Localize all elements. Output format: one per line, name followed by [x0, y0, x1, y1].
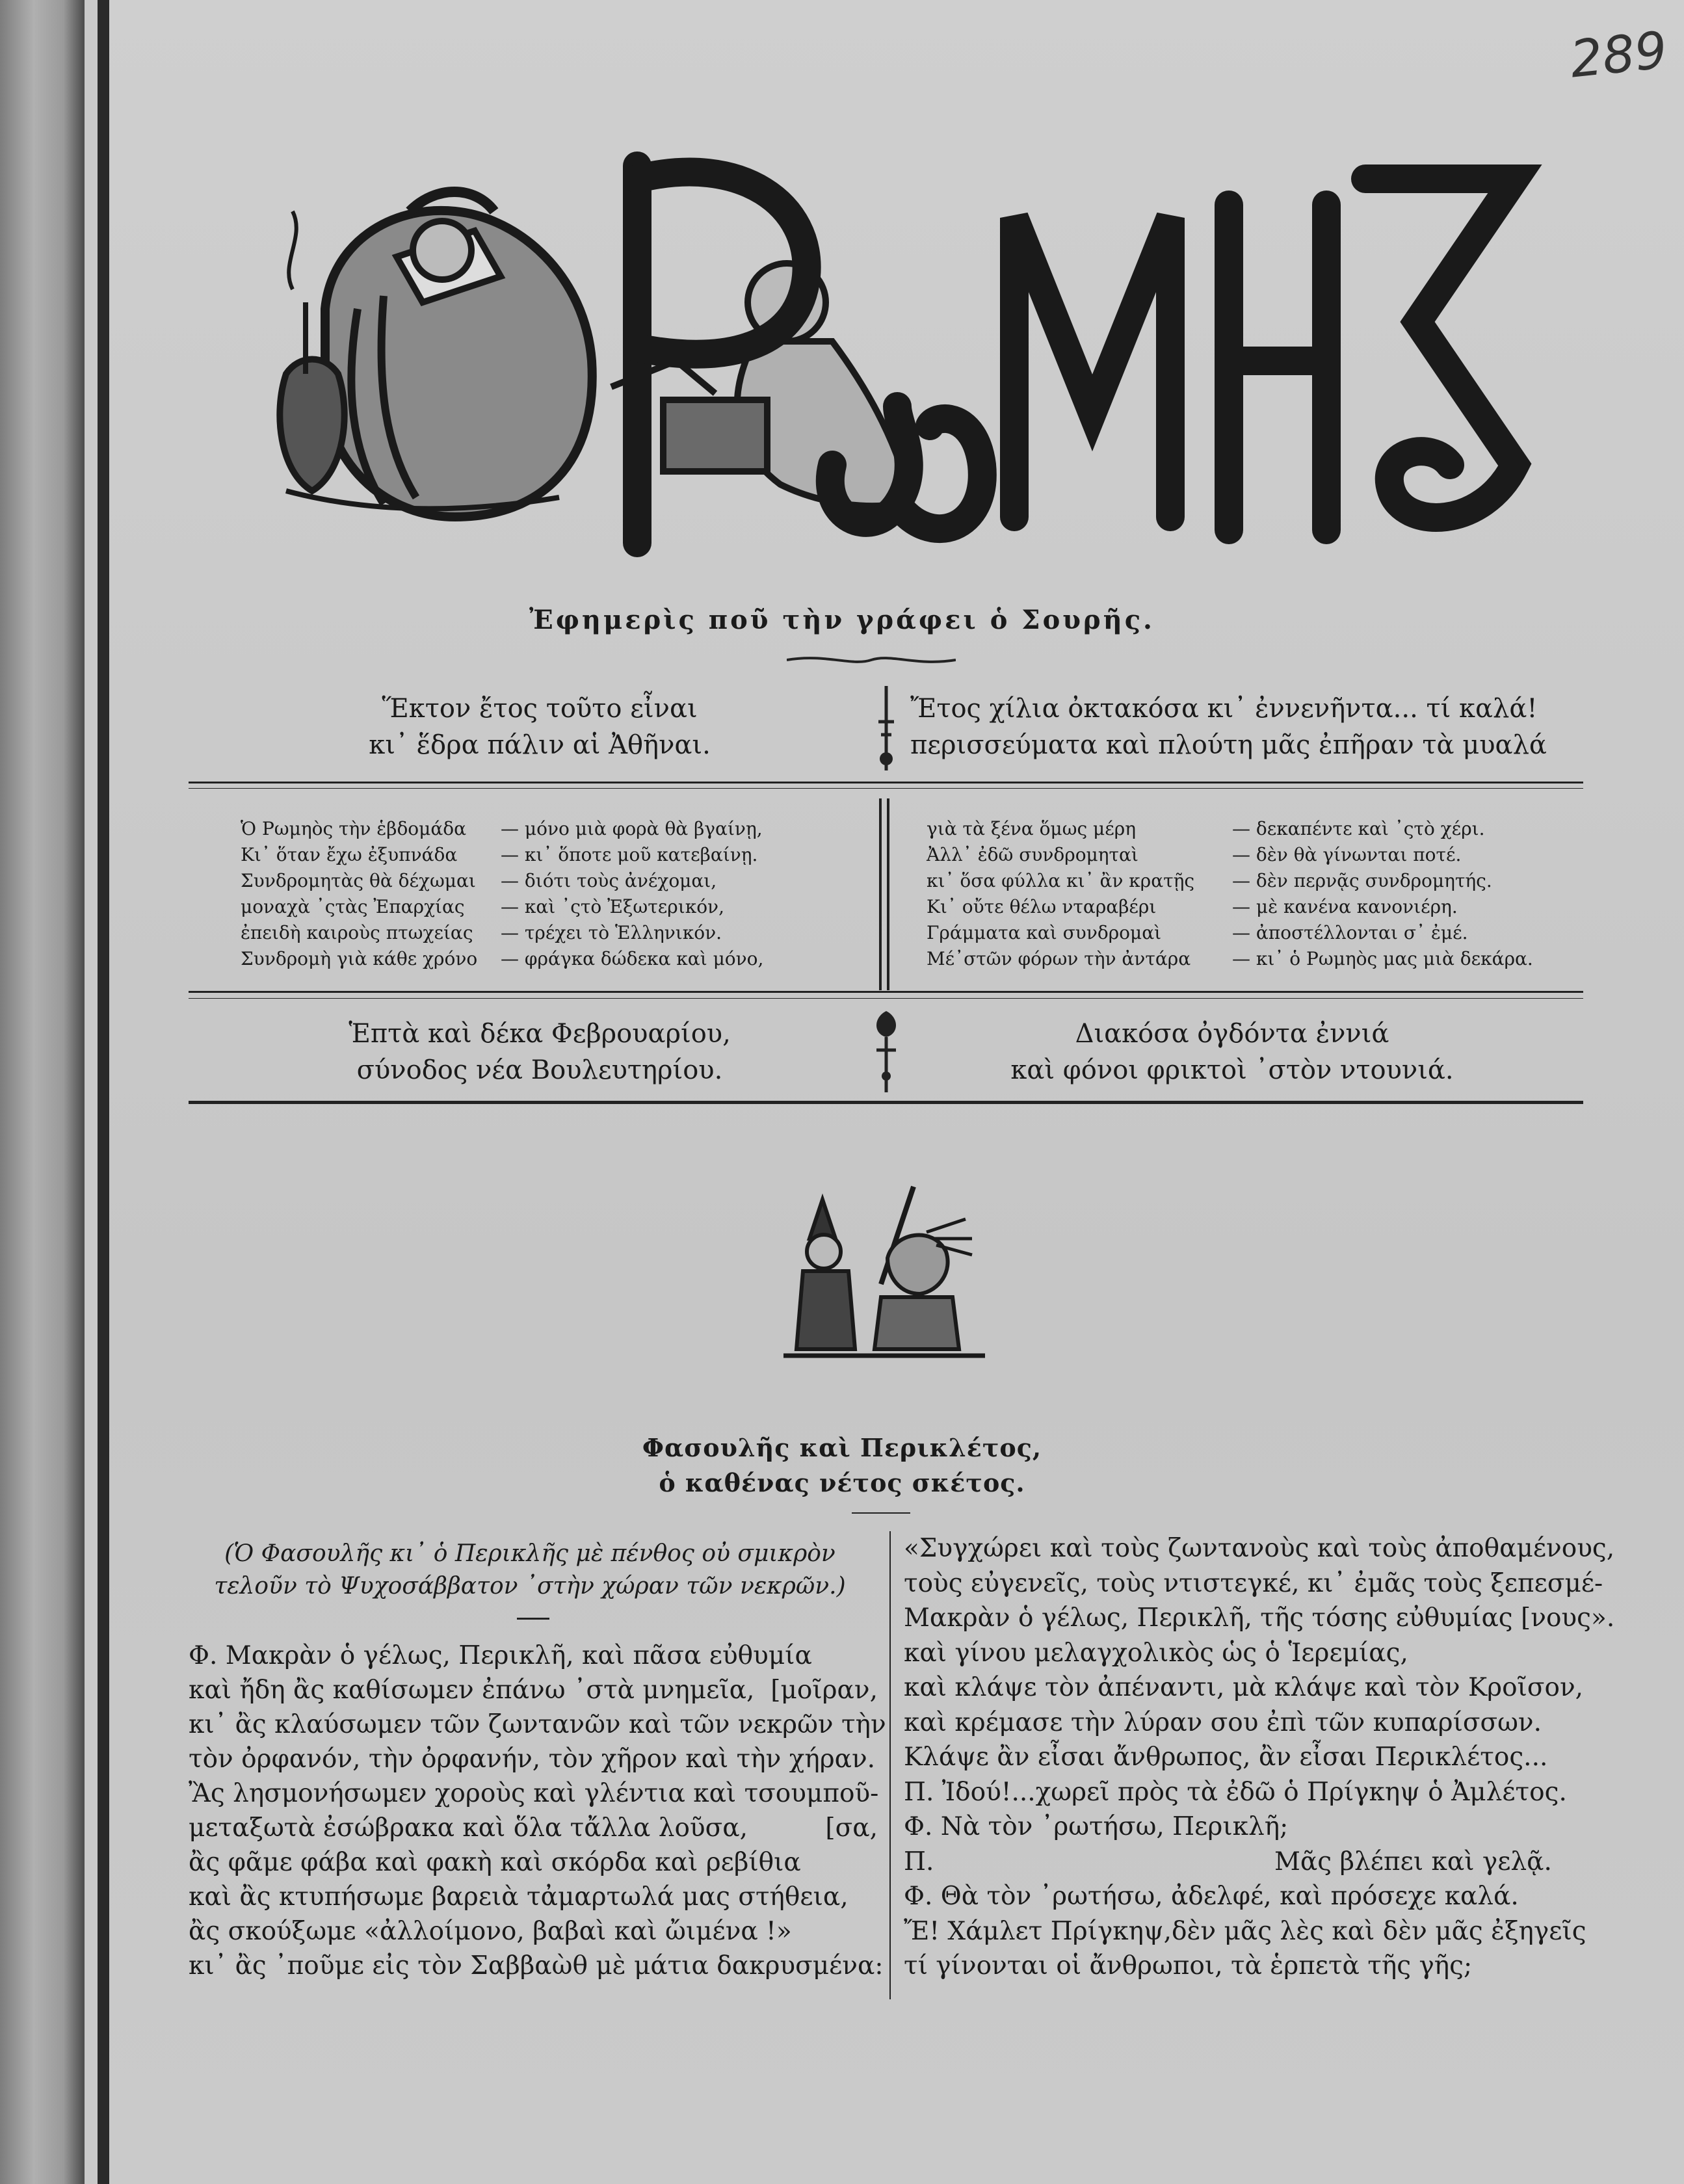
header-top-left	[280, 691, 800, 763]
stage-direction	[189, 1538, 871, 1603]
header-line: Ἑπτὰ καὶ δέκα Φεβρουαρίου,	[349, 1019, 731, 1049]
rule	[189, 991, 1583, 993]
verse-line: τὸν ὀρφανόν, τὴν ὀρφανήν, τὸν χῆρον καὶ τὴν χήραν.	[189, 1744, 876, 1774]
header-line: σύνοδος νέα Βουλευτηρίου.	[356, 1055, 723, 1085]
header-line: περισσεύματα καὶ πλούτη μᾶς ἐπῆραν τὰ μυαλά	[910, 730, 1547, 760]
verse-line: Μακρὰν ὁ γέλως, Περικλῆ, τῆς τόσης εὐθυμίας [νους».	[904, 1603, 1615, 1633]
verse-line: τί γίνονται οἱ ἄνθρωποι, τὰ ἑρπετὰ τῆς γῆς;	[904, 1951, 1473, 1980]
fleuron-ornament-icon	[867, 1005, 906, 1096]
subscription-row: Συνδρομητὰς θὰ δέχωμαι — διότι τοὺς ἀνέχομαι,	[241, 870, 717, 891]
verse-line: τοὺς εὐγενεῖς, τοὺς ντιστεγκέ, κι᾽ ἐμᾶς τοὺς ξεπεσμέ-	[904, 1568, 1603, 1598]
jester-vignette-icon	[783, 1180, 985, 1375]
article-title-line: Φασουλῆς καὶ Περικλέτος,	[642, 1433, 1042, 1462]
rule	[189, 782, 1583, 783]
verse-line: καὶ ἤδη ἂς καθίσωμεν ἐπάνω ᾽στὰ μνημεῖα, [μοῖραν,	[189, 1676, 878, 1705]
subscription-row: Ὁ Ρωμηὸς τὴν ἑβδομάδα — μόνο μιὰ φορὰ θὰ βγαίνῃ,	[241, 818, 763, 839]
subscription-row: Κι᾽ οὔτε θέλω νταραβέρι — μὲ κανένα κανονιέρη.	[927, 896, 1458, 917]
subscription-row: ἐπειδὴ καιροὺς πτωχείας — τρέχει τὸ Ἑλληνικόν.	[241, 922, 722, 943]
header-top-right	[910, 691, 1586, 763]
column-divider	[879, 798, 882, 990]
verse-line: Φ. Μακρὰν ὁ γέλως, Περικλῆ, καὶ πᾶσα εὐθυμία	[189, 1641, 812, 1670]
column-divider	[889, 1531, 891, 1999]
rule	[189, 998, 1583, 999]
subscription-row: Συνδρομὴ γιὰ κάθε χρόνο — φράγκα δώδεκα καὶ μόνο,	[241, 948, 764, 969]
verse-line: Ἂς λησμονήσωμεν χοροὺς καὶ γλέντια καὶ τσουμποῦ-	[189, 1779, 879, 1808]
verse-line: καὶ ἂς κτυπήσωμε βαρειὰ τἀμαρτωλά μας στήθεια,	[189, 1882, 849, 1912]
header-line: Ἔτος χίλια ὀκτακόσα κι᾽ ἐννενῆντα... τί καλά!	[910, 694, 1538, 724]
stage-direction-line: (Ὁ Φασουλῆς κι᾽ ὁ Περικλῆς μὲ πένθος οὐ σμικρὸν	[224, 1540, 835, 1567]
verse-line: ἂς σκούξωμε «ἀλλοίμονο, βαβαὶ καὶ ὤιμένα !»	[189, 1917, 792, 1946]
subscription-row: Ἀλλ᾽ ἐδῶ συνδρομηταὶ — δὲν θὰ γίνωνται ποτέ.	[927, 844, 1462, 865]
verse-line: Ἔ! Χάμλετ Πρίγκηψ,δὲν μᾶς λὲς καὶ δὲν μᾶς ἐξηγεῖς	[904, 1916, 1586, 1946]
subscription-row: Γράμματα καὶ συνδρομαὶ — ἀποστέλλονται σ᾽ ἐμέ.	[927, 922, 1468, 943]
stage-direction-line: τελοῦν τὸ Ψυχοσάββατον ᾽στὴν χώραν τῶν νεκρῶν.)	[214, 1573, 846, 1599]
subscription-left	[241, 816, 800, 972]
ornament-rule-icon	[787, 650, 956, 670]
verse-line: Φ. Νὰ τὸν ᾽ρωτήσω, Περικλῆ;	[904, 1812, 1289, 1841]
header-line: Ἕκτον ἔτος τοῦτο εἶναι	[382, 694, 698, 724]
masthead	[247, 127, 1554, 582]
book-binding	[0, 0, 85, 2184]
header-line: καὶ φόνοι φρικτοὶ ᾽στὸν ντουνιά.	[1010, 1055, 1454, 1085]
subscription-row: μοναχὰ ᾽ςτὰς Ἐπαρχίας — καὶ ᾽ςτὸ Ἐξωτερικόν,	[241, 896, 724, 917]
verse-line: Κλάψε ἂν εἶσαι ἄνθρωπος, ἂν εἶσαι Περικλέτος...	[904, 1743, 1548, 1772]
verse-line: κι᾽ ἂς ᾽ποῦμε εἰς τὸν Σαββαὼθ μὲ μάτια δακρυσμένα:	[189, 1951, 884, 1980]
binding-spine	[98, 0, 109, 2184]
rule	[189, 1101, 1583, 1104]
verse-line: μεταξωτὰ ἐσώβρακα καὶ ὅλα τἄλλα λοῦσα, [σα,	[189, 1813, 878, 1843]
verse-line: καὶ κρέμασε τὴν λύραν σου ἐπὶ τῶν κυπαρίσσων.	[904, 1707, 1542, 1737]
subscription-row: γιὰ τὰ ξένα ὅμως μέρη — δεκαπέντε καὶ ᾽ςτὸ χέρι.	[927, 818, 1485, 839]
page-number: 289	[1567, 21, 1670, 90]
verse-line: ἂς φᾶμε φάβα καὶ φακὴ καὶ σκόρδα καὶ ρεβίθια	[189, 1848, 801, 1877]
verse-line: καὶ κλάψε τὸν ἀπέναντι, μὰ κλάψε καὶ τὸν Κροῖσον,	[904, 1673, 1584, 1702]
masthead-subtitle: Ἐφημερὶς ποῦ τὴν γράφει ὁ Σουρῆς.	[529, 605, 1155, 635]
header-line: κι᾽ ἕδρα πάλιν αἱ Ἀθῆναι.	[369, 730, 711, 760]
rule	[189, 788, 1583, 789]
verse-line: κι᾽ ἂς κλαύσωμεν τῶν ζωντανῶν καὶ τῶν νεκρῶν τὴν	[189, 1710, 886, 1739]
masthead-illustration	[247, 127, 1554, 582]
verse-line: Π. Μᾶς βλέπει καὶ γελᾷ.	[904, 1847, 1552, 1876]
verse-line: Π. Ἰδού!...χωρεῖ πρὸς τὰ ἐδῶ ὁ Πρίγκηψ ὁ Ἀμλέτος.	[904, 1777, 1567, 1807]
separator-dash	[517, 1618, 549, 1620]
verse-column-left	[189, 1638, 886, 1983]
header-bottom-left	[280, 1016, 800, 1088]
verse-line: Φ. Θὰ τὸν ᾽ρωτήσω, ἀδελφέ, καὶ πρόσεχε καλά.	[904, 1882, 1519, 1911]
subscription-row: Μέ᾽στῶν φόρων τὴν ἀντάρα — κι᾽ ὁ Ρωμηὸς μας μιὰ δεκάρα.	[927, 948, 1533, 969]
verse-line: καὶ γίνου μελαγχολικὸς ὡς ὁ Ἱερεμίας,	[904, 1638, 1408, 1668]
subscription-row: κι᾽ ὅσα φύλλα κι᾽ ἂν κρατῇς — δὲν περνᾷς συνδρομητής.	[927, 870, 1492, 891]
header-line: Διακόσα ὀγδόντα ἐννιά	[1075, 1019, 1389, 1049]
article-title-line: ὁ καθένας νέτος σκέτος.	[659, 1468, 1025, 1497]
rule	[852, 1512, 910, 1514]
header-bottom-right	[930, 1016, 1534, 1088]
subscription-row: Κι᾽ ὅταν ἔχω ἐξυπνάδα — κι᾽ ὅποτε μοῦ κατεβαίνῃ.	[241, 844, 758, 865]
column-divider	[887, 798, 889, 990]
verse-column-right	[904, 1531, 1615, 1984]
verse-line: «Συγχώρει καὶ τοὺς ζωντανοὺς καὶ τοὺς ἀποθαμένους,	[904, 1534, 1615, 1563]
ornament-dagger-icon	[873, 686, 899, 770]
article-title	[0, 1430, 1684, 1501]
subscription-right	[927, 816, 1577, 972]
